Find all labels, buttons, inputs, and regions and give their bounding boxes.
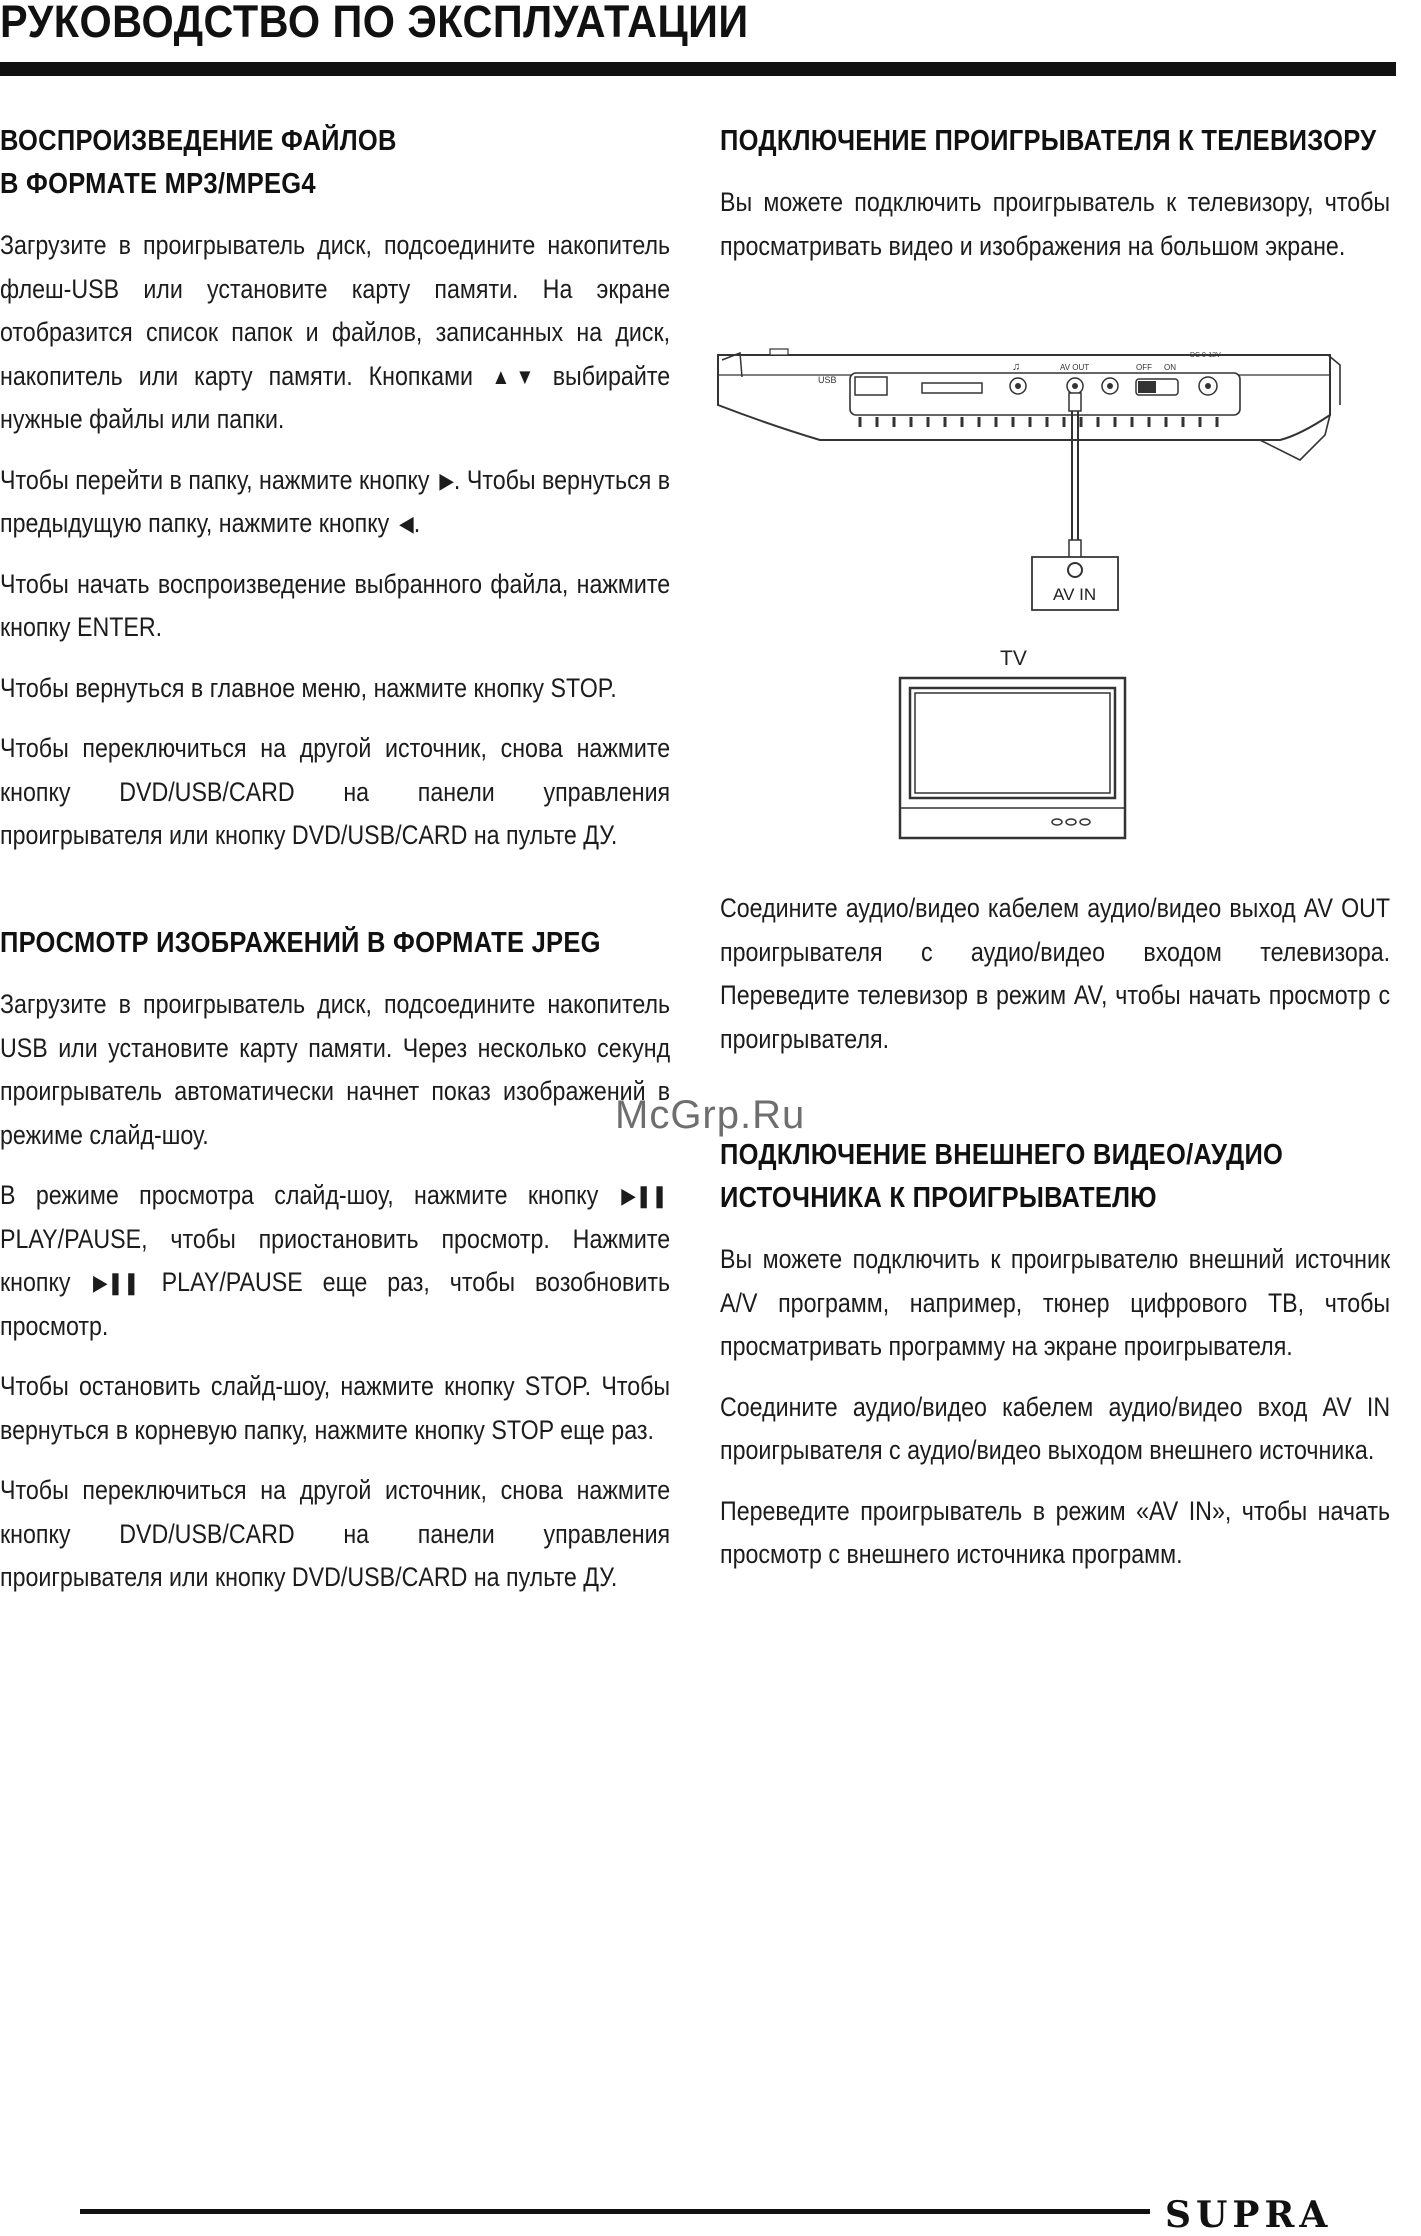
section-heading-tv: ПОДКЛЮЧЕНИЕ ПРОИГРЫВАТЕЛЯ К ТЕЛЕВИЗОРУ <box>720 125 1377 157</box>
paragraph: Переведите проигрыватель в режим «AV IN», чтобы начать просмотр с внешнего источника программ. <box>720 1495 1391 1569</box>
av-in-label: AV IN <box>1053 585 1097 604</box>
brand-logo: SUPRA <box>1165 2194 1333 2236</box>
left-column-jpeg <box>0 922 670 1617</box>
watermark: McGrp.Ru <box>615 1093 806 1137</box>
left-column <box>0 120 670 875</box>
section-heading-jpeg: ПРОСМОТР ИЗОБРАЖЕНИЙ В ФОРМАТЕ JPEG <box>0 927 601 959</box>
paragraph: Чтобы начать воспроизведение выбранного файла, нажмите кнопку ENTER. <box>0 568 671 642</box>
footer-rule <box>80 2209 1150 2214</box>
tv-icon <box>900 678 1125 838</box>
paragraph: Чтобы переключиться на другой источник, снова нажмите кнопку DVD/USB/CARD на панели управления проигрывателя или кнопку DVD/USB/CARD на пульте ДУ. <box>0 1475 671 1592</box>
paragraph <box>0 459 670 546</box>
text: PLAY/PAUSE, чтобы приостановить просмотр. Нажмите кнопку <box>0 1223 671 1297</box>
paragraph: Чтобы остановить слайд-шоу, нажмите кнопку STOP. Чтобы вернуться в корневую папку, нажмите кнопку STOP еще раз. <box>0 1371 671 1445</box>
tv-label: TV <box>1000 647 1027 670</box>
down-arrow-icon: ▼ <box>515 363 535 389</box>
right-column <box>720 120 1390 285</box>
off-label: OFF <box>1136 363 1152 372</box>
dc-label: DC 9-12V <box>1190 352 1221 359</box>
section-heading-external <box>720 1134 1386 1220</box>
text: PLAY/PAUSE еще раз, чтобы возобновить просмотр. <box>0 1267 671 1341</box>
text: В режиме просмотра слайд-шоу, нажмите кнопку <box>0 1180 599 1210</box>
section-heading-mp3 <box>0 120 666 206</box>
left-arrow-icon: ◀ <box>399 511 414 536</box>
text: Чтобы перейти в папку, нажмите кнопку <box>0 464 430 495</box>
play-pause-icon: ▶❚❚ <box>92 1270 140 1295</box>
usb-label: USB <box>818 375 837 385</box>
header-rule <box>0 62 1396 76</box>
av-out-label: AV OUT <box>1060 363 1090 372</box>
paragraph: Вы можете подключить проигрыватель к телевизору, чтобы просматривать видео и изображения на большом экране. <box>720 187 1391 261</box>
text: выбирайте нужные файлы или папки. <box>0 360 671 434</box>
right-arrow-icon: ▶ <box>439 467 454 493</box>
text: . <box>413 508 421 538</box>
paragraph <box>0 1174 670 1348</box>
right-column-external <box>720 1134 1390 1594</box>
paragraph: Соедините аудио/видео кабелем аудио/видео выход AV OUT проигрывателя с аудио/видео входом телевизора. Переведите телевизор в режим AV, чтобы начать просмотр с проигрывателя. <box>720 893 1391 1054</box>
heading-line: ИСТОЧНИКА К ПРОИГРЫВАТЕЛЮ <box>720 1182 1157 1214</box>
text: Загрузите в проигрыватель диск, подсоедините накопитель флеш-USB или установите карту памяти. На экране отобразится список папок и файлов, записанных на диск, накопитель или карту памяти. Кнопками <box>0 230 671 391</box>
on-label: ON <box>1164 363 1176 372</box>
text: . Чтобы вернуться в предыдущую папку, нажмите кнопку <box>0 464 671 538</box>
paragraph: Чтобы переключиться на другой источник, снова нажмите кнопку DVD/USB/CARD на панели управления проигрывателя или кнопку DVD/USB/CARD на пульте ДУ. <box>0 733 671 850</box>
heading-line: ПОДКЛЮЧЕНИЕ ВНЕШНЕГО ВИДЕО/АУДИО <box>720 1139 1284 1171</box>
headphone-icon: ♫ <box>1012 361 1021 373</box>
up-arrow-icon: ▲ <box>491 363 511 389</box>
paragraph: Соедините аудио/видео кабелем аудио/видео вход AV IN проигрывателя с аудио/видео выходом внешнего источника. <box>720 1391 1391 1465</box>
page-title: РУКОВОДСТВО ПО ЭКСПЛУАТАЦИИ <box>0 0 749 47</box>
player-icon <box>718 349 1340 460</box>
paragraph: Вы можете подключить к проигрывателю внешний источник A/V программ, например, тюнер цифрового ТВ, чтобы просматривать программу на экране проигрывателя. <box>720 1244 1391 1361</box>
paragraph: Загрузите в проигрыватель диск, подсоедините накопитель USB или установите карту памяти. Через несколько секунд проигрыватель автоматически начнет показ изображений в режиме слайд-шоу. <box>0 989 671 1150</box>
right-column-tv-text <box>720 887 1390 1078</box>
paragraph <box>0 224 670 442</box>
heading-line: В ФОРМАТЕ MP3/MPEG4 <box>0 168 316 200</box>
play-pause-icon: ▶❚❚ <box>621 1183 668 1208</box>
connection-diagram <box>700 345 1390 865</box>
paragraph: Чтобы вернуться в главное меню, нажмите кнопку STOP. <box>0 672 617 703</box>
heading-line: ВОСПРОИЗВЕДЕНИЕ ФАЙЛОВ <box>0 125 397 157</box>
